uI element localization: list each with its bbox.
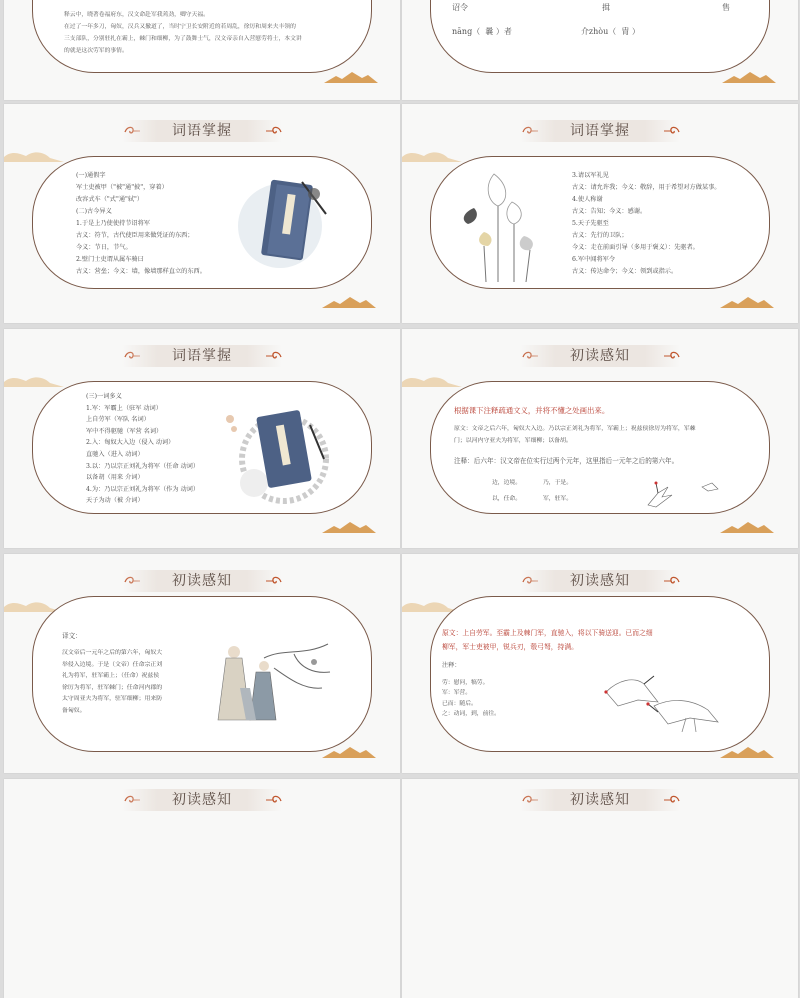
swirl-right-icon [266,795,282,805]
mountain-decoration-icon [322,296,376,308]
slide-thumbnail-8[interactable] [402,554,798,773]
cloud-decoration-icon [402,148,462,162]
lotus-illustration [454,162,550,282]
slide-thumbnail-6[interactable] [402,329,798,548]
slide-body-text: (一)通假字 军士吏被甲（"被"通"披"，穿着） 改容式车（"式"通"轼"） (二)古今异义 1.于是上乃使使持节诏将军 古义：符节，古代使臣用来做凭证的东西； 今义：节日，节气。 2.壁门士吏谓从属车骑曰 古义：营垒；今义：墙，像墙那样直立的东西。 [76,172,206,275]
cloud-decoration-icon [4,373,64,387]
slide-title: 初读感知 [520,570,680,592]
instruction-heading: 根据课下注释疏通文义，并将不懂之处画出来。 [454,406,610,415]
cranes-illustration [598,662,728,732]
slide-body-text: 3.请以军礼见 古义：请允许我；今义：敬辞，用于希望对方做某事。 4.使人称谢 古义：告知；今义：感谢。 5.天子先驱至 古义：先行的卫队； 今义：走在前面引导（多用于褒义）：先驱者。 6.军中闻将军令 古义：传达命令；今义：领到或指示。 [572,172,721,275]
slide-body-text: 释云中，晓著卷福府东，汉文命赴军我蔫劲，卿守天福。 在过了一年多刀，匈奴，汉兵又撤道了，当时宁卫长安附近的若周乱，徐厉和周来夫丰领的 三支部队，分别驻扎在霸上，棘门和细柳，为了鼓舞士气，汉文帝亲自入营慰劳将士，本文讲 的就是这次劳军的事情。 [64,12,302,54]
mountain-decoration-icon [324,71,378,83]
swirl-right-icon [266,351,282,361]
original-text: 原文：上自劳军。至霸上及棘门军，直驰入，将以下骑送迎。已而之细 柳军，军士吏被甲，锐兵刃，彀弓弩，持满。 [442,629,653,651]
slide-thumbnail-1[interactable] [4,0,400,100]
mountain-decoration-icon [722,71,776,83]
mountain-decoration-icon [720,521,774,533]
slide-title: 词语掌握 [122,120,282,142]
slide-thumbnail-4[interactable] [402,104,798,323]
slide-title: 初读感知 [520,789,680,811]
gloss-list: 劳：慰问，犒劳。 军：军营。 已而：随后。 之：动词，到，前往。 [442,680,500,718]
slide-thumbnail-5[interactable] [4,329,400,548]
slide-title: 初读感知 [122,570,282,592]
translation-label: 译文： [62,632,82,640]
mountain-decoration-icon [322,746,376,758]
cloud-decoration-icon [402,373,462,387]
slide-title: 初读感知 [122,789,282,811]
mountain-decoration-icon [322,521,376,533]
slide-thumbnail-3[interactable] [4,104,400,323]
slide-thumbnail-2[interactable]: 诏令 揖 售 nāng（ 曩 ）者 介zhòu（ 胄 ） [402,0,798,100]
swirl-right-icon [664,576,680,586]
slide-title: 词语掌握 [520,120,680,142]
gloss-list: 边，边境。 乃，于是。 以，任命。 军，驻军。 [492,480,572,502]
translation-text: 汉文帝后一元年之后的第六年，匈奴大 举侵入边境。于是（文帝）任命宗正刘 礼为将军，驻军霸上；（任命）祝兹侯 徐厉为将军，驻军棘门；任命河内郡的 太守周亚夫为将军，驻军细柳；用来防 备匈奴。 [62,650,163,714]
swirl-right-icon [664,795,680,805]
mountain-decoration-icon [720,296,774,308]
swirl-right-icon [266,126,282,136]
book-illustration [214,399,334,509]
slide-thumbnail-7[interactable] [4,554,400,773]
slide-thumbnail-10[interactable] [402,779,798,998]
mountain-decoration-icon [720,746,774,758]
swirl-right-icon [664,351,680,361]
slide-title: 初读感知 [520,345,680,367]
crane-illustration [638,475,728,511]
slide-thumbnail-9[interactable] [4,779,400,998]
slide-title: 词语掌握 [122,345,282,367]
slide-body-text: (三)一词多义 1.军：军霸上（驻军 动词） 上自劳军（军队 名词） 军中不得驱驰（军营 名词） 2.入：匈奴大入边（侵入 动词） 直驰入（进入 动词） 3.以：乃以宗正刘礼为将军（任命 动词） 以备胡（用来 介词） 4.为：乃以宗正刘礼为将军（作为 动词） 天子为动（被 介词） [86,393,200,505]
vocab-row-2: nāng（ 曩 ）者 介zhòu（ 胄 ） [452,27,640,36]
annotation-label: 注释： [442,662,461,669]
swirl-right-icon [664,126,680,136]
annotation-text: 注释：后六年：汉文帝在位实行过两个元年，这里指后一元年之后的第六年。 [454,457,679,465]
book-illustration [236,174,332,272]
swirl-right-icon [266,576,282,586]
original-text: 原文：文帝之后六年，匈奴大入边。乃以宗正刘礼为将军，军霸上；祝兹侯徐厉为将军，军棘 门；以河内守亚夫为将军，军细柳；以备胡。 [454,426,696,444]
figures-illustration [204,628,334,728]
cloud-decoration-icon [4,148,64,162]
